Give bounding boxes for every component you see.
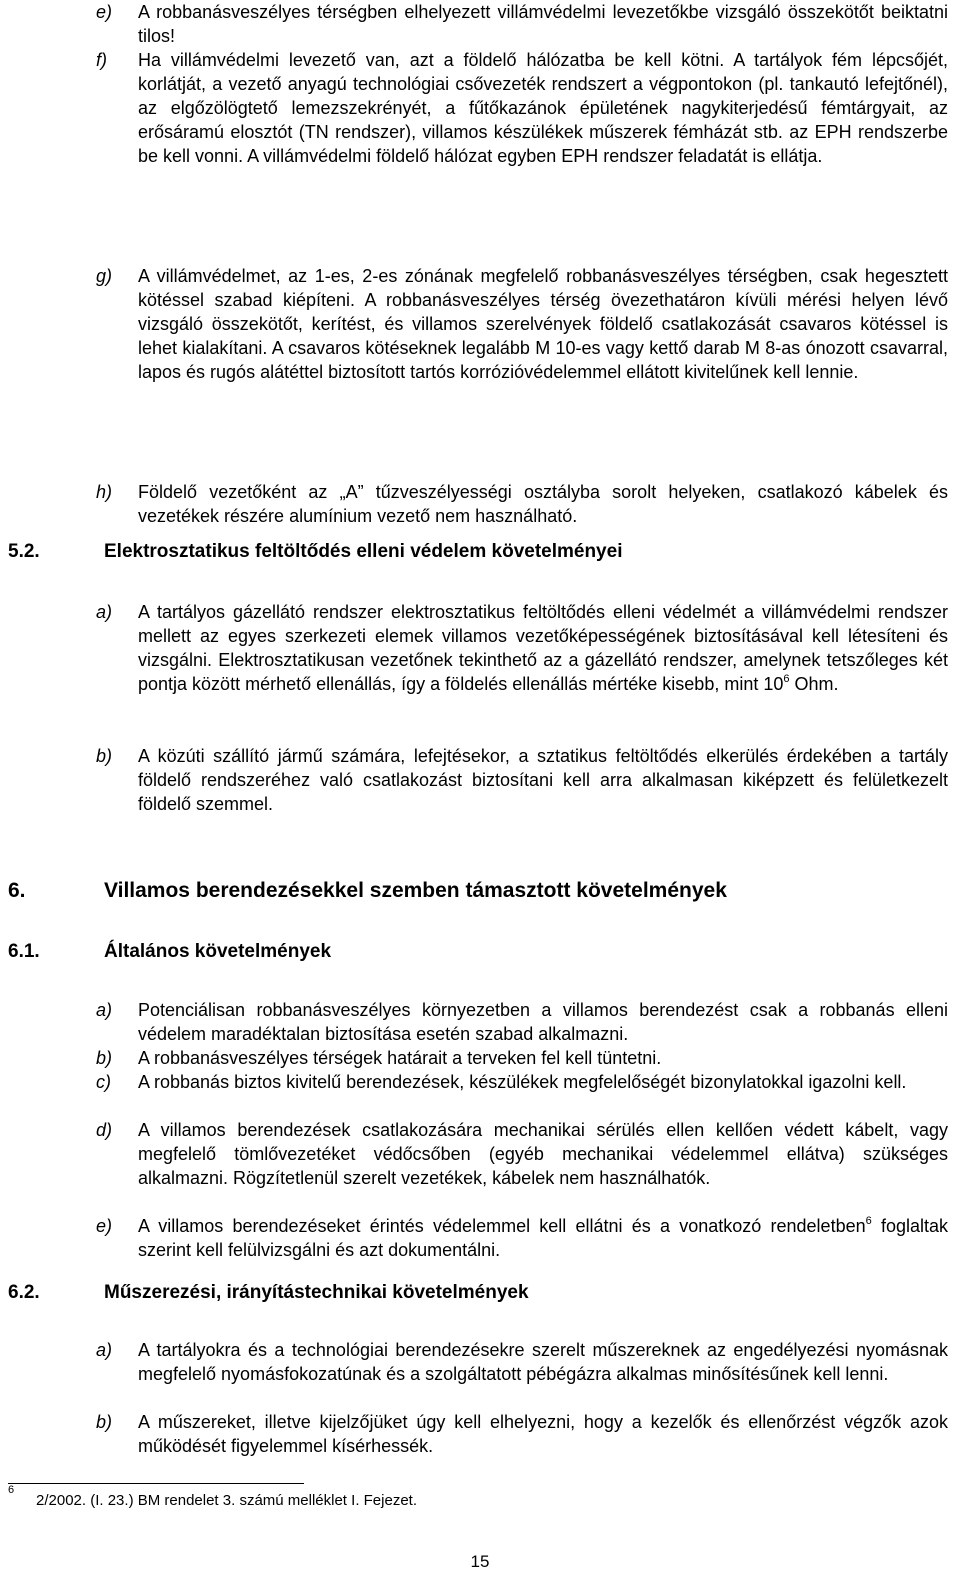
footnote-mark: 6 — [8, 1484, 15, 1496]
section-number: 5.2. — [8, 541, 40, 562]
item-text: Ha villámvédelmi levezető van, azt a földelő hálózatba be kell kötni. A tartályok fém lépcsőjét, korlátját, a vezető anyagú technológiai csővezeték rendszert a végpontokon (pl. tankautó lefejtőnél), az elgőzölögtető lemezszekrényét, a fűtőkazánok épületének nagykiterjedésű fémtárgyait, az erősáramú elosztót (TN rendszer), villamos készülékek műszerek fémházát stb. az EPH rendszerbe be kell vonni. A villámvédelmi földelő hálózat egyben EPH rendszer feladatát is ellátja. — [138, 50, 948, 166]
page-number: 15 — [470, 1552, 490, 1571]
list-item-f — [96, 48, 948, 168]
item-marker: a) — [96, 1340, 113, 1360]
section-number: 6.2. — [8, 1282, 40, 1303]
item-text: A villámvédelmet, az 1-es, 2-es zónának megfelelő robbanásveszélyes térségben, csak hegesztett kötéssel szabad kiépíteni. A robbanásveszélyes térség övezethatáron kívüli mérési helyen lévő vizsgáló összekötőt, kerítést, és villamos szerelvények földelő csatlakozását csavaros kötéssel is lehet kialakítani. A csavaros kötéseknek legalább M 10-es vagy kettő darab M 8-as ónozott csavarral, lapos és rugós alátéttel biztosított tartós korrózióvédelemmel ellátott kivitelűnek kell lennie. — [138, 266, 948, 382]
item-marker: b) — [96, 1048, 113, 1068]
item-marker: a) — [96, 1000, 113, 1020]
item-text: A műszereket, illetve kijelzőjüket úgy kell elhelyezni, hogy a kezelők és ellenőrzést végzők azok működését figyelemmel kísérhessék. — [138, 1412, 948, 1456]
list-item-6-1-b — [96, 1046, 948, 1070]
list-item-6-1-e — [96, 1214, 948, 1262]
item-marker: a) — [96, 602, 113, 622]
item-marker: c) — [96, 1072, 111, 1092]
list-item-5-2-a — [96, 600, 948, 696]
section-number: 6.1. — [8, 941, 40, 962]
item-marker: g) — [96, 266, 113, 286]
item-text: A robbanás biztos kivitelű berendezések, készülékek megfelelőségét bizonylatokkal igazolni kell. — [138, 1072, 907, 1092]
section-title: Műszerezési, irányítástechnikai követelmények — [104, 1282, 529, 1303]
list-item-h — [96, 480, 948, 528]
list-item-5-2-b — [96, 744, 948, 816]
section-number: 6. — [8, 879, 26, 902]
item-text: A tartályos gázellátó rendszer elektrosztatikus feltöltődés elleni védelmét a villámvédelmi rendszer mellett az egyes szerkezeti elemek villamos vezetőképességének biztosításával kell létesíteni és vizsgálni. Elektrosztatikusan vezetőnek tekinthető az a gázellátó rendszer, amelynek tetszőleges két pontja között mérhető ellenállás, így a földelés ellenállás mértéke kisebb, mint $10^6$ Ohm. — [138, 602, 948, 694]
list-item-6-2-a — [96, 1338, 948, 1386]
list-item-g — [96, 264, 948, 384]
section-title: Elektrosztatikus feltöltődés elleni védelem követelményei — [104, 541, 623, 562]
footnote-reference: 6 — [865, 1215, 872, 1227]
item-marker: e) — [96, 1216, 113, 1236]
item-text: A robbanásveszélyes térségben elhelyezett villámvédelmi levezetőkbe vizsgáló összekötőt beiktatni tilos! — [138, 2, 948, 46]
section-title: Villamos berendezésekkel szemben támasztott követelmények — [104, 879, 727, 902]
item-marker: b) — [96, 1412, 113, 1432]
section-title: Általános követelmények — [104, 941, 332, 962]
footnote-separator — [8, 1483, 304, 1484]
item-text: Földelő vezetőként az „A” tűzveszélyességi osztályba sorolt helyeken, csatlakozó kábelek és vezetékek részére alumínium vezető nem használható. — [138, 482, 948, 526]
item-text: Potenciálisan robbanásveszélyes környezetben a villamos berendezést csak a robbanás elleni védelem maradéktalan biztosítása esetén szabad alkalmazni. — [138, 1000, 948, 1044]
list-item-6-2-b — [96, 1410, 948, 1458]
list-item-6-1-a — [96, 998, 948, 1046]
item-marker: f) — [96, 50, 107, 70]
item-text: A villamos berendezéseket érintés védelemmel kell ellátni és a vonatkozó rendeletben$^6$ foglaltak szerint kell felülvizsgálni és azt dokumentálni. — [138, 1215, 948, 1260]
list-item-e — [96, 0, 948, 48]
item-marker: b) — [96, 746, 113, 766]
list-item-6-1-d — [96, 1118, 948, 1190]
list-item-6-1-c — [96, 1070, 948, 1094]
item-text: A villamos berendezések csatlakozására mechanikai sérülés ellen kellően védett kábelt, vagy megfelelő tömlővezetéket védőcsőben (egyéb mechanikai védelemmel ellátva) szükséges alkalmazni. Rögzítetlenül szerelt vezetékek, kábelek nem használhatók. — [138, 1120, 948, 1188]
item-marker: h) — [96, 482, 113, 502]
item-text: A robbanásveszélyes térségek határait a terveken fel kell tüntetni. — [138, 1048, 662, 1068]
superscript: 6 — [783, 673, 790, 685]
item-text: A közúti szállító jármű számára, lefejtésekor, a sztatikus feltöltődés elkerülés érdekében a tartály földelő rendszeréhez való csatlakozást biztosítani kell arra alkalmasan kiképzett és felületkezelt földelő szemmel. — [138, 746, 948, 814]
item-marker: e) — [96, 2, 113, 22]
footnote-text: 2/2002. (I. 23.) BM rendelet 3. számú melléklet I. Fejezet. — [36, 1492, 418, 1509]
item-text: A tartályokra és a technológiai berendezésekre szerelt műszereknek az engedélyezési nyomásnak megfelelő nyomásfokozatúnak és a szolgáltatott pébégázra alkalmas minősítésűnek kell lenni. — [138, 1340, 948, 1384]
item-marker: d) — [96, 1120, 113, 1140]
